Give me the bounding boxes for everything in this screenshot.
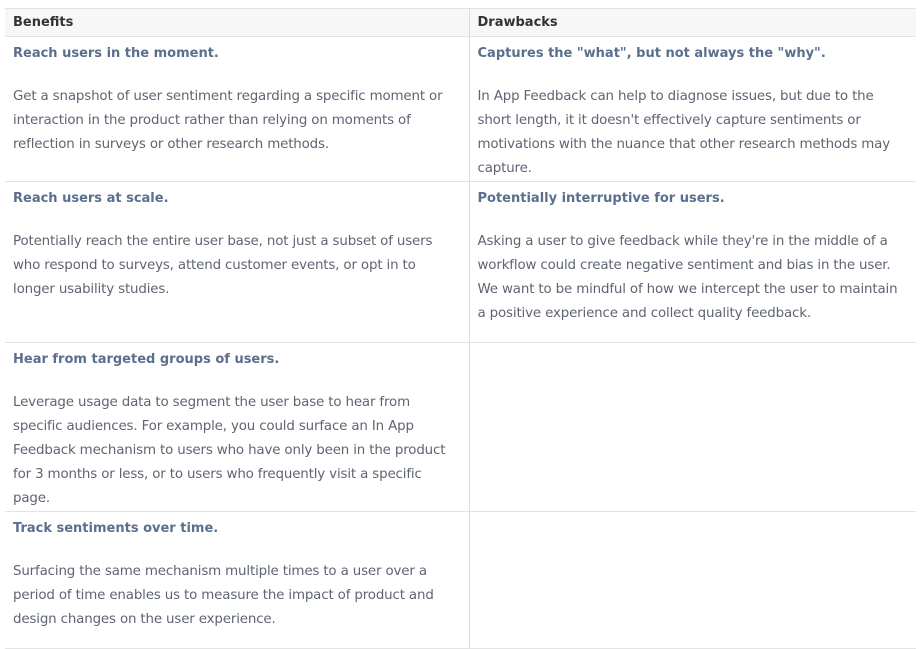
benefit-text: Surfacing the same mechanism multiple times to a user over a period of time enables us to measure the impact of product and design changes on the user experience. xyxy=(13,564,434,627)
table-header-row xyxy=(5,9,916,37)
table-row xyxy=(5,37,916,182)
table-row xyxy=(5,512,916,649)
table-row xyxy=(5,343,916,512)
drawback-cell xyxy=(469,182,916,343)
benefit-title: Reach users in the moment. xyxy=(13,46,219,61)
benefit-cell xyxy=(5,182,469,343)
drawback-text: Asking a user to give feedback while they're in the middle of a workflow could create negative sentiment and bias in the user. We want to be mindful of how we intercept the user to maintain a positive experience and collect quality feedback. xyxy=(477,234,898,321)
benefit-title: Track sentiments over time. xyxy=(13,521,219,536)
benefit-title: Reach users at scale. xyxy=(13,191,169,206)
table-row xyxy=(5,182,916,343)
drawback-cell-empty xyxy=(469,512,916,649)
benefits-drawbacks-table xyxy=(5,8,916,649)
drawback-text: In App Feedback can help to diagnose issues, but due to the short length, it it doesn't effectively capture sentiments or motivations with the nuance that other research methods may capture. xyxy=(477,89,890,176)
benefit-text: Leverage usage data to segment the user base to hear from specific audiences. For example, you could surface an In App Feedback mechanism to users who have only been in the product for 3 months or less, or to users who frequently visit a specific page. xyxy=(13,395,446,506)
benefit-text: Potentially reach the entire user base, not just a subset of users who respond to surveys, attend customer events, or opt in to longer usability studies. xyxy=(13,234,433,297)
benefit-text: Get a snapshot of user sentiment regarding a specific moment or interaction in the product rather than relying on moments of reflection in surveys or other research methods. xyxy=(13,89,443,152)
benefit-cell xyxy=(5,37,469,182)
drawback-cell xyxy=(469,37,916,182)
drawback-cell-empty xyxy=(469,343,916,512)
benefit-title: Hear from targeted groups of users. xyxy=(13,352,280,367)
drawback-title: Potentially interruptive for users. xyxy=(477,191,725,206)
drawback-title: Captures the "what", but not always the "why". xyxy=(477,46,826,61)
benefit-cell xyxy=(5,512,469,649)
benefits-header: Benefits xyxy=(5,9,469,37)
benefit-cell xyxy=(5,343,469,512)
drawbacks-header: Drawbacks xyxy=(469,9,916,37)
